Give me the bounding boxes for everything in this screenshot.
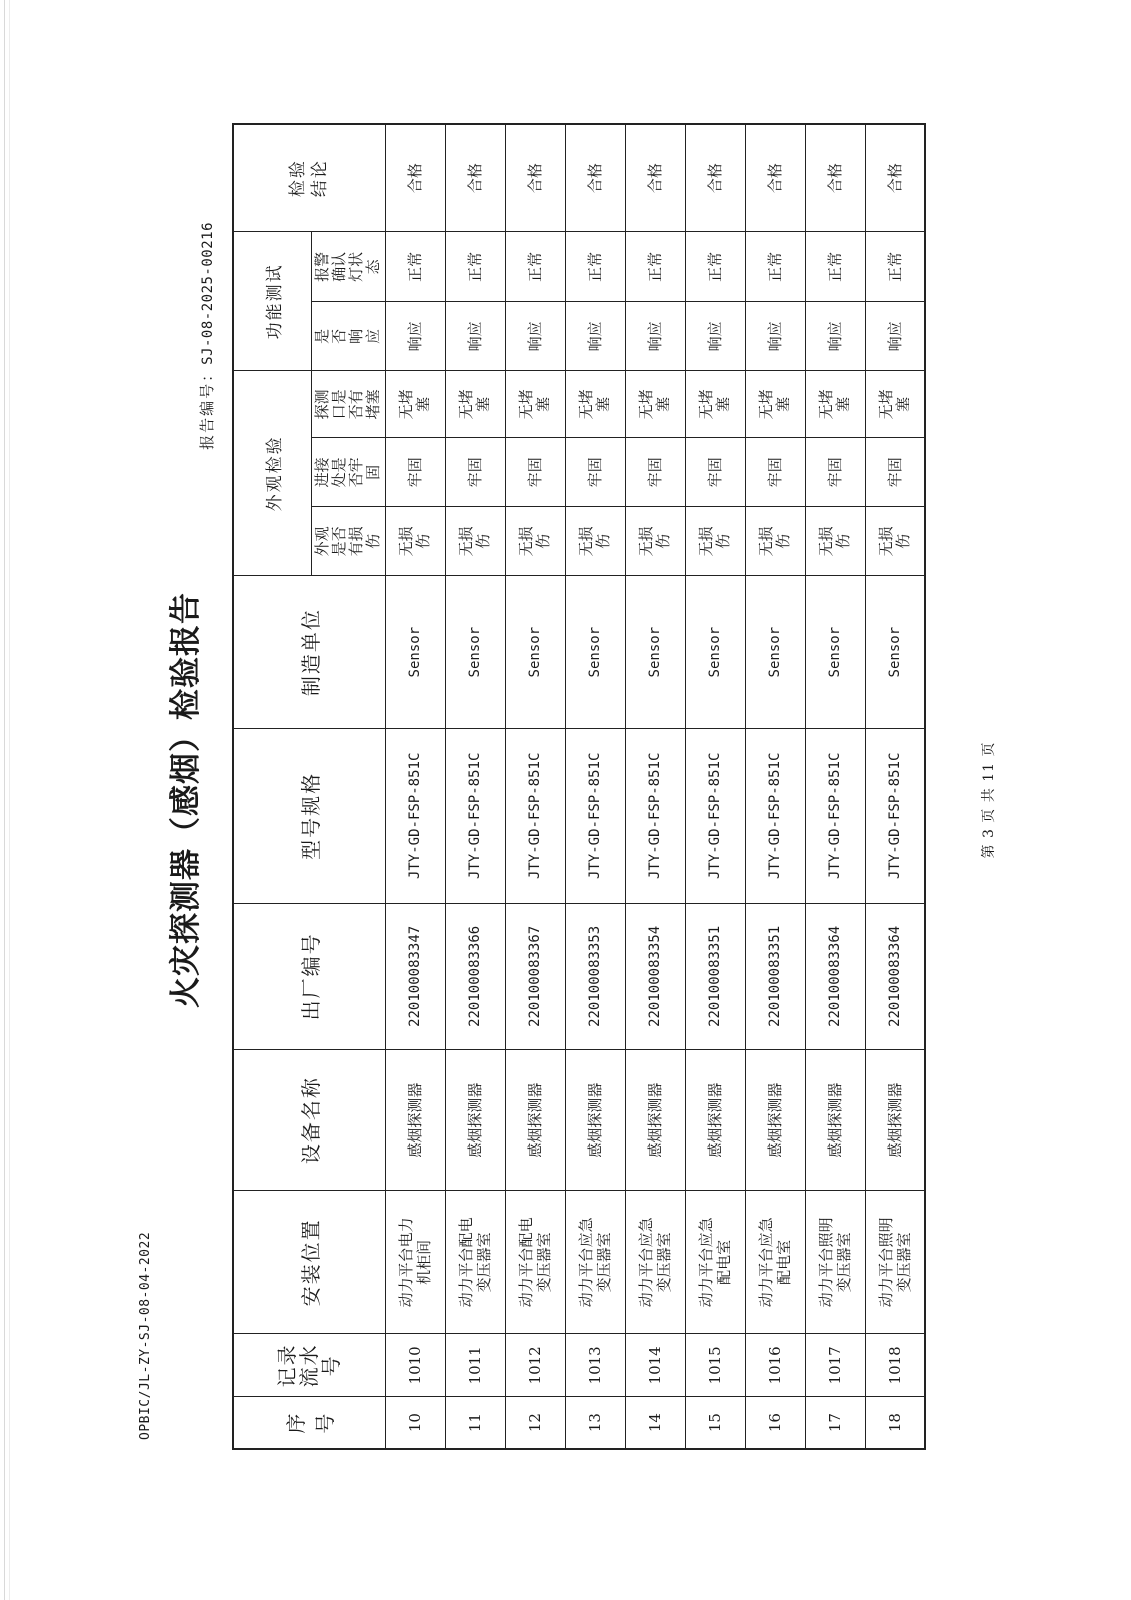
- header-location: 安装位置: [233, 1191, 385, 1334]
- cell-record: 1017: [805, 1334, 865, 1397]
- cell-lamp: 正常: [865, 232, 925, 302]
- report-number-value: SJ-08-2025-00216: [200, 222, 216, 365]
- cell-result: 合格: [685, 124, 745, 232]
- cell-model: JTY-GD-FSP-851C: [505, 729, 565, 904]
- cell-model: JTY-GD-FSP-851C: [745, 729, 805, 904]
- cell-seq: 13: [565, 1397, 625, 1449]
- header-fn-respond-text: 是否响应: [313, 328, 382, 344]
- cell-location: [745, 1191, 805, 1334]
- header-function: 功能测试: [233, 232, 311, 371]
- cell-damage-text: 无损伤: [457, 526, 492, 557]
- header-conclusion-text: 检验结论: [288, 159, 331, 198]
- header-serial: 出厂编号: [233, 903, 385, 1049]
- cell-location: [625, 1191, 685, 1334]
- cell-respond: 响应: [445, 302, 505, 371]
- cell-firm: 牢固: [685, 438, 745, 507]
- cell-serial: 220100083347: [385, 903, 445, 1049]
- cell-respond: 响应: [805, 302, 865, 371]
- cell-result: 合格: [805, 124, 865, 232]
- header-app-firm: [311, 438, 385, 507]
- cell-block: [745, 371, 805, 438]
- table-row: [385, 124, 445, 1449]
- cell-seq: 15: [685, 1397, 745, 1449]
- cell-damage: [625, 507, 685, 576]
- cell-damage: [745, 507, 805, 576]
- cell-seq: 10: [385, 1397, 445, 1449]
- cell-lamp: 正常: [565, 232, 625, 302]
- scan-edge-line: [9, 0, 10, 1600]
- scan-edge-line: [4, 0, 5, 1600]
- cell-device: 感烟探测器: [385, 1050, 445, 1191]
- table-row: [445, 124, 505, 1449]
- header-maker: 制造单位: [233, 576, 385, 729]
- cell-device: 感烟探测器: [685, 1050, 745, 1191]
- cell-respond: 响应: [625, 302, 685, 371]
- header-appearance: 外观检验: [233, 371, 311, 576]
- cell-model: JTY-GD-FSP-851C: [685, 729, 745, 904]
- table-row: [745, 124, 805, 1449]
- header-app-firm-text: 进接处是否牢固: [313, 457, 382, 488]
- header-conclusion: [233, 124, 385, 232]
- table-row: [865, 124, 925, 1449]
- cell-serial: 220100083351: [745, 903, 805, 1049]
- cell-location-text: 动力平台配电变压器室: [457, 1217, 493, 1308]
- cell-damage-text: 无损伤: [876, 526, 912, 557]
- cell-respond: 响应: [385, 302, 445, 371]
- cell-maker: Sensor: [625, 576, 685, 729]
- cell-record: 1011: [445, 1334, 505, 1397]
- cell-seq: 12: [505, 1397, 565, 1449]
- cell-damage-text: 无损伤: [757, 526, 792, 557]
- header-app-damage: [311, 507, 385, 576]
- cell-damage: [865, 507, 925, 576]
- cell-serial: 220100083364: [865, 903, 925, 1049]
- cell-respond: 响应: [865, 302, 925, 371]
- cell-lamp: 正常: [625, 232, 685, 302]
- cell-block: [505, 371, 565, 438]
- cell-block-text: 无堵塞: [577, 389, 612, 420]
- cell-result: 合格: [625, 124, 685, 232]
- cell-respond: 响应: [565, 302, 625, 371]
- cell-lamp: 正常: [805, 232, 865, 302]
- cell-block: [565, 371, 625, 438]
- header-app-damage-text: 外观是否有损伤: [313, 526, 382, 557]
- cell-maker: Sensor: [505, 576, 565, 729]
- header-device: 设备名称: [233, 1050, 385, 1191]
- cell-damage: [805, 507, 865, 576]
- cell-device: 感烟探测器: [865, 1050, 925, 1191]
- cell-damage-text: 无损伤: [577, 526, 612, 557]
- cell-device: 感烟探测器: [505, 1050, 565, 1191]
- cell-record: 1015: [685, 1334, 745, 1397]
- header-seq: 序号: [233, 1397, 385, 1449]
- cell-damage-text: 无损伤: [637, 526, 672, 557]
- cell-record: 1010: [385, 1334, 445, 1397]
- cell-lamp: 正常: [445, 232, 505, 302]
- cell-location: [445, 1191, 505, 1334]
- cell-block: [385, 371, 445, 438]
- cell-serial: 220100083366: [445, 903, 505, 1049]
- cell-firm: 牢固: [445, 438, 505, 507]
- header-app-block-text: 探测口是否有堵塞: [313, 389, 382, 420]
- cell-result: 合格: [745, 124, 805, 232]
- cell-block-text: 无堵塞: [757, 389, 792, 420]
- cell-firm: 牢固: [865, 438, 925, 507]
- cell-location-text: 动力平台照明变压器室: [876, 1217, 913, 1308]
- cell-device: 感烟探测器: [445, 1050, 505, 1191]
- cell-block-text: 无堵塞: [876, 389, 912, 420]
- header-record-text: 记录流水号: [274, 1343, 343, 1388]
- cell-damage: [505, 507, 565, 576]
- cell-block-text: 无堵塞: [397, 389, 432, 420]
- cell-record: 1014: [625, 1334, 685, 1397]
- cell-location: [865, 1191, 925, 1334]
- cell-model: JTY-GD-FSP-851C: [565, 729, 625, 904]
- cell-result: 合格: [445, 124, 505, 232]
- cell-serial: 220100083354: [625, 903, 685, 1049]
- header-app-block: [311, 371, 385, 438]
- cell-respond: 响应: [745, 302, 805, 371]
- cell-maker: Sensor: [865, 576, 925, 729]
- cell-location-text: 动力平台应急配电室: [697, 1217, 733, 1308]
- cell-location-text: 动力平台应急变压器室: [637, 1217, 673, 1308]
- cell-location: [385, 1191, 445, 1334]
- cell-device: 感烟探测器: [565, 1050, 625, 1191]
- cell-model: JTY-GD-FSP-851C: [625, 729, 685, 904]
- cell-firm: 牢固: [745, 438, 805, 507]
- cell-block-text: 无堵塞: [697, 389, 732, 420]
- cell-firm: 牢固: [505, 438, 565, 507]
- cell-damage-text: 无损伤: [697, 526, 732, 557]
- cell-model: JTY-GD-FSP-851C: [445, 729, 505, 904]
- header-fn-respond: [311, 302, 385, 371]
- cell-serial: 220100083351: [685, 903, 745, 1049]
- cell-location: [805, 1191, 865, 1334]
- cell-block-text: 无堵塞: [517, 389, 552, 420]
- page-number: 第 3 页 共 11 页: [981, 741, 997, 859]
- cell-seq: 11: [445, 1397, 505, 1449]
- cell-result: 合格: [385, 124, 445, 232]
- document-code: OPBIC/JL-ZY-SJ-08-04-2022: [138, 1231, 153, 1440]
- report-number: [196, 222, 217, 450]
- cell-lamp: 正常: [685, 232, 745, 302]
- cell-record: 1012: [505, 1334, 565, 1397]
- cell-respond: 响应: [505, 302, 565, 371]
- cell-location-text: 动力平台应急配电室: [757, 1217, 793, 1308]
- cell-location-text: 动力平台照明变压器室: [817, 1217, 853, 1308]
- cell-damage-text: 无损伤: [817, 526, 852, 557]
- cell-location-text: 动力平台电力机柜间: [397, 1217, 433, 1308]
- cell-record: 1018: [865, 1334, 925, 1397]
- cell-firm: 牢固: [625, 438, 685, 507]
- cell-maker: Sensor: [565, 576, 625, 729]
- table-row: [805, 124, 865, 1449]
- cell-seq: 18: [865, 1397, 925, 1449]
- cell-maker: Sensor: [445, 576, 505, 729]
- cell-serial: 220100083367: [505, 903, 565, 1049]
- cell-result: 合格: [505, 124, 565, 232]
- cell-firm: 牢固: [385, 438, 445, 507]
- cell-firm: 牢固: [565, 438, 625, 507]
- cell-respond: 响应: [685, 302, 745, 371]
- table-row: [565, 124, 625, 1449]
- page-title: 火灾探测器（感烟）检验报告: [168, 592, 204, 1008]
- cell-device: 感烟探测器: [805, 1050, 865, 1191]
- cell-seq: 14: [625, 1397, 685, 1449]
- cell-record: 1013: [565, 1334, 625, 1397]
- cell-serial: 220100083353: [565, 903, 625, 1049]
- cell-damage: [565, 507, 625, 576]
- cell-damage: [385, 507, 445, 576]
- cell-device: 感烟探测器: [625, 1050, 685, 1191]
- header-record: [233, 1334, 385, 1397]
- header-model: 型号规格: [233, 729, 385, 904]
- cell-damage: [685, 507, 745, 576]
- cell-maker: Sensor: [745, 576, 805, 729]
- table-row: [505, 124, 565, 1449]
- cell-seq: 17: [805, 1397, 865, 1449]
- cell-location: [565, 1191, 625, 1334]
- cell-block-text: 无堵塞: [457, 389, 492, 420]
- cell-block: [625, 371, 685, 438]
- cell-damage-text: 无损伤: [397, 526, 432, 557]
- cell-lamp: 正常: [385, 232, 445, 302]
- cell-maker: Sensor: [385, 576, 445, 729]
- cell-block: [865, 371, 925, 438]
- cell-damage-text: 无损伤: [517, 526, 552, 557]
- header-fn-lamp-text: 报警确认灯状态: [313, 251, 382, 282]
- cell-location-text: 动力平台配电变压器室: [517, 1217, 553, 1308]
- cell-block: [445, 371, 505, 438]
- cell-block-text: 无堵塞: [817, 389, 852, 420]
- report-number-label: 报告编号：: [198, 364, 216, 450]
- cell-firm: 牢固: [805, 438, 865, 507]
- cell-device: 感烟探测器: [745, 1050, 805, 1191]
- cell-model: JTY-GD-FSP-851C: [865, 729, 925, 904]
- cell-model: JTY-GD-FSP-851C: [385, 729, 445, 904]
- cell-lamp: 正常: [505, 232, 565, 302]
- cell-location: [685, 1191, 745, 1334]
- cell-damage: [445, 507, 505, 576]
- cell-block: [685, 371, 745, 438]
- inspection-table: [232, 123, 926, 1450]
- cell-location-text: 动力平台应急变压器室: [577, 1217, 613, 1308]
- cell-location: [505, 1191, 565, 1334]
- cell-seq: 16: [745, 1397, 805, 1449]
- cell-model: JTY-GD-FSP-851C: [805, 729, 865, 904]
- cell-maker: Sensor: [805, 576, 865, 729]
- header-fn-lamp: [311, 232, 385, 302]
- cell-result: 合格: [865, 124, 925, 232]
- table-row: [625, 124, 685, 1449]
- table-row: [685, 124, 745, 1449]
- cell-maker: Sensor: [685, 576, 745, 729]
- cell-block-text: 无堵塞: [637, 389, 672, 420]
- cell-record: 1016: [745, 1334, 805, 1397]
- cell-serial: 220100083364: [805, 903, 865, 1049]
- cell-result: 合格: [565, 124, 625, 232]
- cell-lamp: 正常: [745, 232, 805, 302]
- cell-block: [805, 371, 865, 438]
